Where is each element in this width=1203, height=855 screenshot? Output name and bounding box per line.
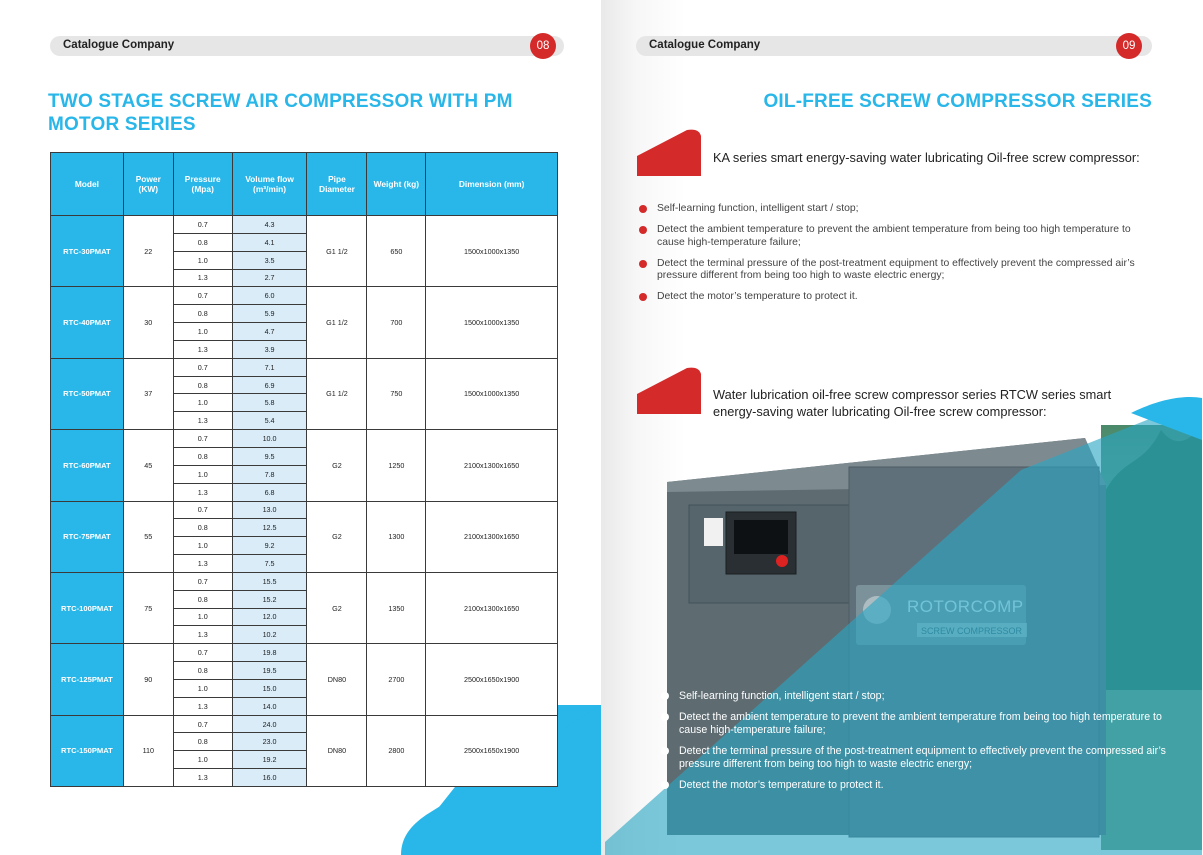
weight-cell: 750 <box>367 358 426 429</box>
volume-flow-cell: 6.0 <box>232 287 307 305</box>
model-cell: RTC-50PMAT <box>51 358 124 429</box>
pipe-diameter-cell: DN80 <box>307 644 367 715</box>
bullet-dot-icon <box>639 260 647 268</box>
dimension-cell: 2100x1300x1650 <box>426 572 558 643</box>
pressure-cell: 0.7 <box>173 715 232 733</box>
page-number-badge: 09 <box>1116 33 1142 59</box>
bullet-dot-icon <box>661 692 669 700</box>
pressure-cell: 1.0 <box>173 251 232 269</box>
volume-flow-cell: 9.5 <box>232 447 307 465</box>
volume-flow-cell: 5.9 <box>232 305 307 323</box>
volume-flow-cell: 19.2 <box>232 751 307 769</box>
volume-flow-cell: 15.0 <box>232 679 307 697</box>
volume-flow-cell: 3.9 <box>232 340 307 358</box>
bullet-dot-icon <box>661 747 669 755</box>
volume-flow-cell: 12.5 <box>232 519 307 537</box>
col-header-power: Power (KW) <box>123 153 173 216</box>
col-header-dimension: Dimension (mm) <box>426 153 558 216</box>
col-header-model: Model <box>51 153 124 216</box>
spec-table-body <box>51 216 558 787</box>
right-page <box>601 0 1202 855</box>
volume-flow-cell: 10.0 <box>232 430 307 448</box>
pressure-cell: 0.8 <box>173 733 232 751</box>
volume-flow-cell: 16.0 <box>232 769 307 787</box>
header-brand: Catalogue Company <box>63 39 175 51</box>
list-item: Detect the terminal pressure of the post-treatment equipment to effectively prevent the compressed air’s pressure different from being too high to waste electric energy; <box>661 745 1181 771</box>
power-cell: 30 <box>123 287 173 358</box>
pressure-cell: 1.3 <box>173 269 232 287</box>
dimension-cell: 1500x1000x1350 <box>426 358 558 429</box>
model-cell: RTC-30PMAT <box>51 216 124 287</box>
volume-flow-cell: 4.7 <box>232 323 307 341</box>
weight-cell: 1250 <box>367 430 426 501</box>
table-row <box>51 715 558 733</box>
dimension-cell: 1500x1000x1350 <box>426 216 558 287</box>
pressure-cell: 1.3 <box>173 412 232 430</box>
volume-flow-cell: 7.5 <box>232 555 307 573</box>
volume-flow-cell: 3.5 <box>232 251 307 269</box>
pressure-cell: 0.8 <box>173 590 232 608</box>
col-header-pipe-diameter: Pipe Diameter <box>307 153 367 216</box>
pressure-cell: 0.7 <box>173 644 232 662</box>
pressure-cell: 1.0 <box>173 679 232 697</box>
weight-cell: 700 <box>367 287 426 358</box>
dimension-cell: 2500x1650x1900 <box>426 715 558 786</box>
rtcw-feature-list <box>661 690 1181 800</box>
table-row <box>51 501 558 519</box>
pressure-cell: 1.3 <box>173 697 232 715</box>
table-row <box>51 287 558 305</box>
model-cell: RTC-150PMAT <box>51 715 124 786</box>
weight-cell: 2800 <box>367 715 426 786</box>
col-header-weight: Weight (kg) <box>367 153 426 216</box>
volume-flow-cell: 7.8 <box>232 465 307 483</box>
pressure-cell: 0.7 <box>173 287 232 305</box>
pressure-cell: 1.0 <box>173 323 232 341</box>
pipe-diameter-cell: G1 1/2 <box>307 287 367 358</box>
pressure-cell: 0.7 <box>173 572 232 590</box>
pressure-cell: 1.3 <box>173 626 232 644</box>
pressure-cell: 1.0 <box>173 394 232 412</box>
volume-flow-cell: 5.8 <box>232 394 307 412</box>
spec-table <box>50 152 558 787</box>
dimension-cell: 2100x1300x1650 <box>426 430 558 501</box>
volume-flow-cell: 13.0 <box>232 501 307 519</box>
volume-flow-cell: 5.4 <box>232 412 307 430</box>
list-item: Detect the ambient temperature to prevent the ambient temperature from being too high temperature to cause high-temperature failure; <box>661 711 1181 737</box>
pipe-diameter-cell: G1 1/2 <box>307 358 367 429</box>
volume-flow-cell: 9.2 <box>232 537 307 555</box>
weight-cell: 650 <box>367 216 426 287</box>
volume-flow-cell: 4.3 <box>232 216 307 234</box>
table-row <box>51 644 558 662</box>
pressure-cell: 1.3 <box>173 483 232 501</box>
model-cell: RTC-100PMAT <box>51 572 124 643</box>
page-header <box>50 36 564 56</box>
weight-cell: 2700 <box>367 644 426 715</box>
pressure-cell: 0.7 <box>173 358 232 376</box>
pressure-cell: 1.3 <box>173 340 232 358</box>
volume-flow-cell: 2.7 <box>232 269 307 287</box>
section-heading-rtcw: Water lubrication oil-free screw compressor series RTCW series smart energy-saving water lubricating Oil-free screw compressor: <box>713 387 1112 419</box>
table-header-row <box>51 153 558 216</box>
pressure-cell: 0.8 <box>173 376 232 394</box>
power-cell: 90 <box>123 644 173 715</box>
pressure-cell: 0.8 <box>173 447 232 465</box>
volume-flow-cell: 14.0 <box>232 697 307 715</box>
pressure-cell: 0.7 <box>173 430 232 448</box>
volume-flow-cell: 24.0 <box>232 715 307 733</box>
pressure-cell: 1.0 <box>173 608 232 626</box>
bullet-dot-icon <box>639 293 647 301</box>
power-cell: 75 <box>123 572 173 643</box>
power-cell: 37 <box>123 358 173 429</box>
pressure-cell: 0.7 <box>173 216 232 234</box>
list-item: Self-learning function, intelligent start / stop; <box>639 203 1154 216</box>
volume-flow-cell: 6.8 <box>232 483 307 501</box>
pressure-cell: 0.8 <box>173 233 232 251</box>
list-item: Detect the ambient temperature to prevent the ambient temperature from being too high temperature to cause high-temperature failure; <box>639 224 1154 249</box>
volume-flow-cell: 19.8 <box>232 644 307 662</box>
emergency-stop <box>776 555 788 567</box>
pipe-diameter-cell: DN80 <box>307 715 367 786</box>
red-tab-icon <box>637 128 707 176</box>
pressure-cell: 0.8 <box>173 662 232 680</box>
bullet-dot-icon <box>639 226 647 234</box>
power-cell: 45 <box>123 430 173 501</box>
pressure-cell: 1.0 <box>173 465 232 483</box>
volume-flow-cell: 23.0 <box>232 733 307 751</box>
pressure-cell: 0.8 <box>173 519 232 537</box>
page-title: TWO STAGE SCREW AIR COMPRESSOR WITH PM MOTOR SERIES <box>48 91 513 135</box>
bullet-dot-icon <box>639 205 647 213</box>
weight-cell: 1350 <box>367 572 426 643</box>
col-header-pressure: Pressure (Mpa) <box>173 153 232 216</box>
volume-flow-cell: 7.1 <box>232 358 307 376</box>
page-header <box>636 36 1152 56</box>
model-cell: RTC-60PMAT <box>51 430 124 501</box>
volume-flow-cell: 15.2 <box>232 590 307 608</box>
table-row <box>51 430 558 448</box>
volume-flow-cell: 4.1 <box>232 233 307 251</box>
warning-sticker <box>704 518 723 546</box>
pressure-cell: 1.3 <box>173 555 232 573</box>
col-header-volume-flow: Volume flow (m³/min) <box>232 153 307 216</box>
pipe-diameter-cell: G2 <box>307 501 367 572</box>
power-cell: 55 <box>123 501 173 572</box>
table-row <box>51 358 558 376</box>
pressure-cell: 1.3 <box>173 769 232 787</box>
model-cell: RTC-125PMAT <box>51 644 124 715</box>
table-row <box>51 216 558 234</box>
volume-flow-cell: 15.5 <box>232 572 307 590</box>
list-item: Detect the motor’s temperature to protect it. <box>639 291 1154 304</box>
list-item: Detect the terminal pressure of the post-treatment equipment to effectively prevent the compressed air’s pressure different from being too high to waste electric energy; <box>639 258 1154 283</box>
power-cell: 110 <box>123 715 173 786</box>
pressure-cell: 1.0 <box>173 751 232 769</box>
pipe-diameter-cell: G2 <box>307 572 367 643</box>
display-glass <box>734 520 788 554</box>
volume-flow-cell: 19.5 <box>232 662 307 680</box>
page-number-badge: 08 <box>530 33 556 59</box>
volume-flow-cell: 10.2 <box>232 626 307 644</box>
volume-flow-cell: 6.9 <box>232 376 307 394</box>
volume-flow-cell: 12.0 <box>232 608 307 626</box>
section-heading-ka: KA series smart energy-saving water lubricating Oil-free screw compressor: <box>713 150 1140 165</box>
ka-feature-list <box>639 203 1154 312</box>
list-item: Self-learning function, intelligent start / stop; <box>661 690 1181 703</box>
pipe-diameter-cell: G2 <box>307 430 367 501</box>
pressure-cell: 1.0 <box>173 537 232 555</box>
dimension-cell: 2500x1650x1900 <box>426 644 558 715</box>
model-cell: RTC-40PMAT <box>51 287 124 358</box>
weight-cell: 1300 <box>367 501 426 572</box>
dimension-cell: 1500x1000x1350 <box>426 287 558 358</box>
red-tab-icon <box>637 366 707 414</box>
bullet-dot-icon <box>661 713 669 721</box>
pressure-cell: 0.7 <box>173 501 232 519</box>
bullet-dot-icon <box>661 781 669 789</box>
pipe-diameter-cell: G1 1/2 <box>307 216 367 287</box>
left-page <box>0 0 601 855</box>
model-cell: RTC-75PMAT <box>51 501 124 572</box>
header-brand: Catalogue Company <box>649 39 761 51</box>
pressure-cell: 0.8 <box>173 305 232 323</box>
page-title: OIL-FREE SCREW COMPRESSOR SERIES <box>763 91 1152 112</box>
list-item: Detect the motor’s temperature to protect it. <box>661 779 1181 792</box>
table-row <box>51 572 558 590</box>
dimension-cell: 2100x1300x1650 <box>426 501 558 572</box>
power-cell: 22 <box>123 216 173 287</box>
